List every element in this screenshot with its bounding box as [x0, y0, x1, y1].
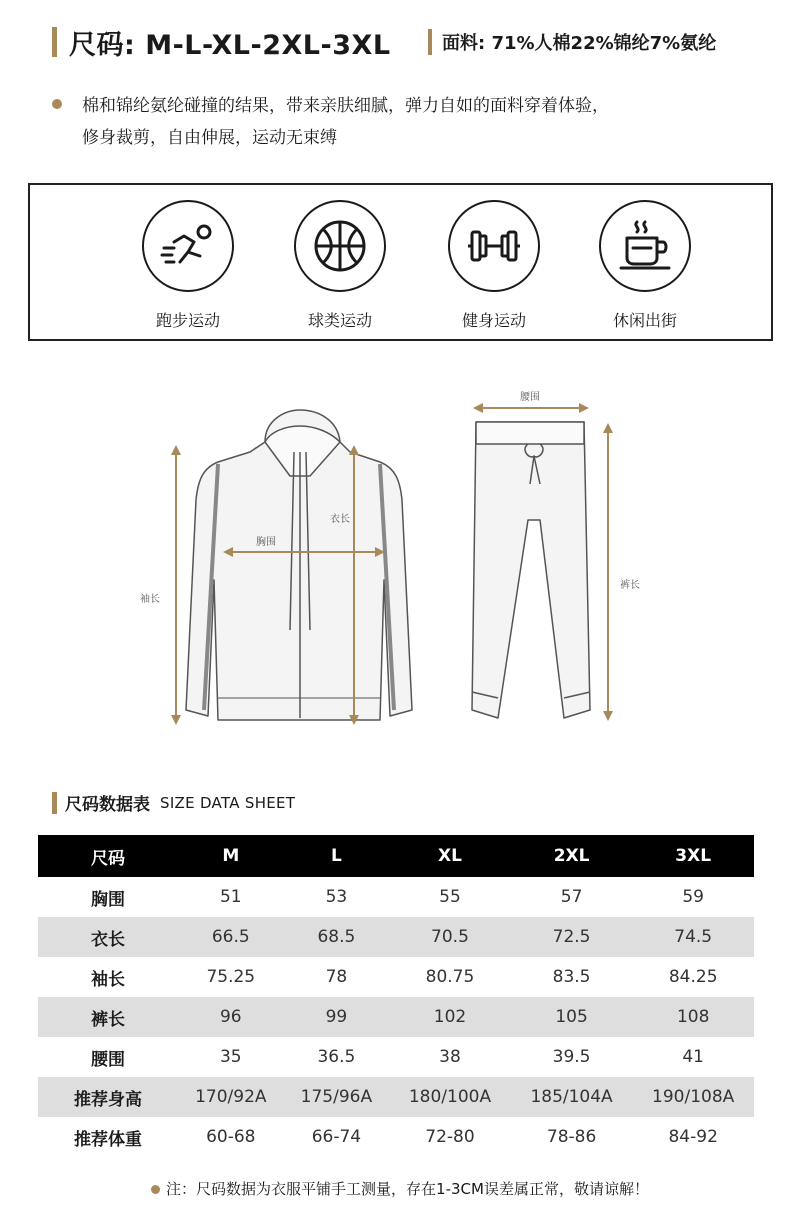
- dumbbell-icon: [448, 200, 540, 292]
- table-cell: 84-92: [668, 1127, 718, 1147]
- measurement-note: [0, 1178, 800, 1199]
- basketball-icon: [294, 200, 386, 292]
- table-cell: 51: [219, 887, 242, 907]
- size-range-label: 尺码: M-L-XL-2XL-3XL: [69, 29, 391, 61]
- table-cell: 99: [284, 997, 390, 1037]
- row-label: 推荐身高: [38, 1077, 178, 1117]
- table-cell: 96: [178, 997, 284, 1037]
- accent-bar: [428, 29, 432, 55]
- usage-label: 跑步运动: [155, 311, 220, 330]
- table-header-cell: 2XL: [511, 835, 633, 877]
- sleeve-length-label: 袖长: [140, 594, 160, 605]
- usage-casual: [585, 200, 705, 331]
- size-sheet-title-zh: 尺码数据表: [65, 795, 150, 815]
- measurement-note-text: 注：尺码数据为衣服平铺手工测量，存在1-3CM误差属正常，敬请谅解！: [166, 1180, 649, 1198]
- table-cell: 105: [511, 997, 633, 1037]
- table-row: [38, 877, 754, 917]
- usage-running: [128, 200, 248, 331]
- table-cell: 190/108A: [632, 1077, 754, 1117]
- row-label: 衣长: [38, 917, 178, 957]
- table-cell: 60-68: [206, 1127, 256, 1147]
- table-cell: 83.5: [552, 967, 591, 987]
- table-cell: 57: [560, 887, 583, 907]
- table-cell: 39.5: [552, 1047, 591, 1067]
- table-header-cell: L: [284, 835, 390, 877]
- usage-scenarios-box: [28, 183, 773, 341]
- coffee-cup-icon: [599, 200, 691, 292]
- table-row: [38, 917, 754, 957]
- table-row: [38, 1077, 754, 1117]
- table-header-row: [38, 835, 754, 877]
- usage-label: 健身运动: [461, 311, 526, 330]
- usage-label: 休闲出街: [612, 311, 677, 330]
- table-header-cell: 尺码: [38, 835, 178, 877]
- row-label: 胸围: [91, 889, 125, 910]
- table-row: [38, 1117, 754, 1157]
- fabric-label: 面料: 71%人棉22%锦纶7%氨纶: [442, 33, 717, 54]
- table-cell: 66-74: [311, 1127, 362, 1147]
- table-cell: 72-80: [425, 1127, 475, 1147]
- pants-illustration: [472, 422, 590, 718]
- size-range-header: [52, 22, 391, 62]
- table-cell: 36.5: [317, 1047, 356, 1067]
- table-cell: 74.5: [632, 917, 754, 957]
- size-data-table: [38, 835, 754, 1157]
- table-header-cell: XL: [389, 835, 511, 877]
- table-cell: 102: [389, 997, 511, 1037]
- row-label: 袖长: [91, 969, 125, 990]
- table-cell: 78-86: [546, 1127, 597, 1147]
- pants-length-label: 裤长: [620, 580, 640, 591]
- table-cell: 35: [219, 1047, 242, 1067]
- pants-waist-label: 腰围: [520, 392, 540, 403]
- table-cell: 75.25: [206, 967, 256, 987]
- table-header-cell: 3XL: [632, 835, 754, 877]
- accent-bar: [52, 792, 57, 814]
- table-cell: 185/104A: [511, 1077, 633, 1117]
- bullet-dot: [151, 1185, 160, 1194]
- table-cell: 41: [682, 1047, 704, 1067]
- table-row: [38, 1037, 754, 1077]
- table-cell: 72.5: [511, 917, 633, 957]
- table-cell: 59: [682, 887, 704, 907]
- description-line-2: 修身裁剪，自由伸展，运动无束缚: [82, 128, 337, 148]
- jacket-length-label: 衣长: [330, 514, 350, 525]
- row-label: 裤长: [38, 997, 178, 1037]
- table-cell: 53: [325, 887, 348, 907]
- table-cell: 38: [439, 1047, 461, 1067]
- row-label: 腰围: [91, 1049, 125, 1070]
- table-cell: 84.25: [668, 967, 718, 987]
- table-header-cell: M: [178, 835, 284, 877]
- jacket-chest-label: 胸围: [256, 537, 276, 548]
- fabric-header: [428, 22, 716, 62]
- table-cell: 80.75: [425, 967, 475, 987]
- usage-ball-sports: [280, 200, 400, 331]
- size-sheet-title-en: SIZE DATA SHEET: [160, 793, 296, 812]
- table-cell: 68.5: [284, 917, 390, 957]
- row-label: 推荐体重: [74, 1129, 142, 1150]
- table-cell: 175/96A: [284, 1077, 390, 1117]
- bullet-dot: [52, 99, 62, 109]
- table-cell: 66.5: [178, 917, 284, 957]
- accent-bar: [52, 27, 57, 57]
- usage-label: 球类运动: [307, 311, 372, 330]
- running-icon: [142, 200, 234, 292]
- usage-fitness: [434, 200, 554, 331]
- table-cell: 78: [325, 967, 348, 987]
- size-sheet-title: [52, 790, 295, 815]
- table-cell: 180/100A: [389, 1077, 511, 1117]
- product-description: [52, 90, 772, 154]
- jacket-illustration: [186, 410, 412, 720]
- garment-measurement-diagram: [0, 380, 800, 750]
- table-cell: 108: [632, 997, 754, 1037]
- table-cell: 70.5: [389, 917, 511, 957]
- table-cell: 170/92A: [178, 1077, 284, 1117]
- description-line-1: 棉和锦纶氨纶碰撞的结果，带来亲肤细腻，弹力自如的面料穿着体验，: [82, 96, 609, 116]
- table-row: [38, 957, 754, 997]
- table-row: [38, 997, 754, 1037]
- table-cell: 55: [439, 887, 461, 907]
